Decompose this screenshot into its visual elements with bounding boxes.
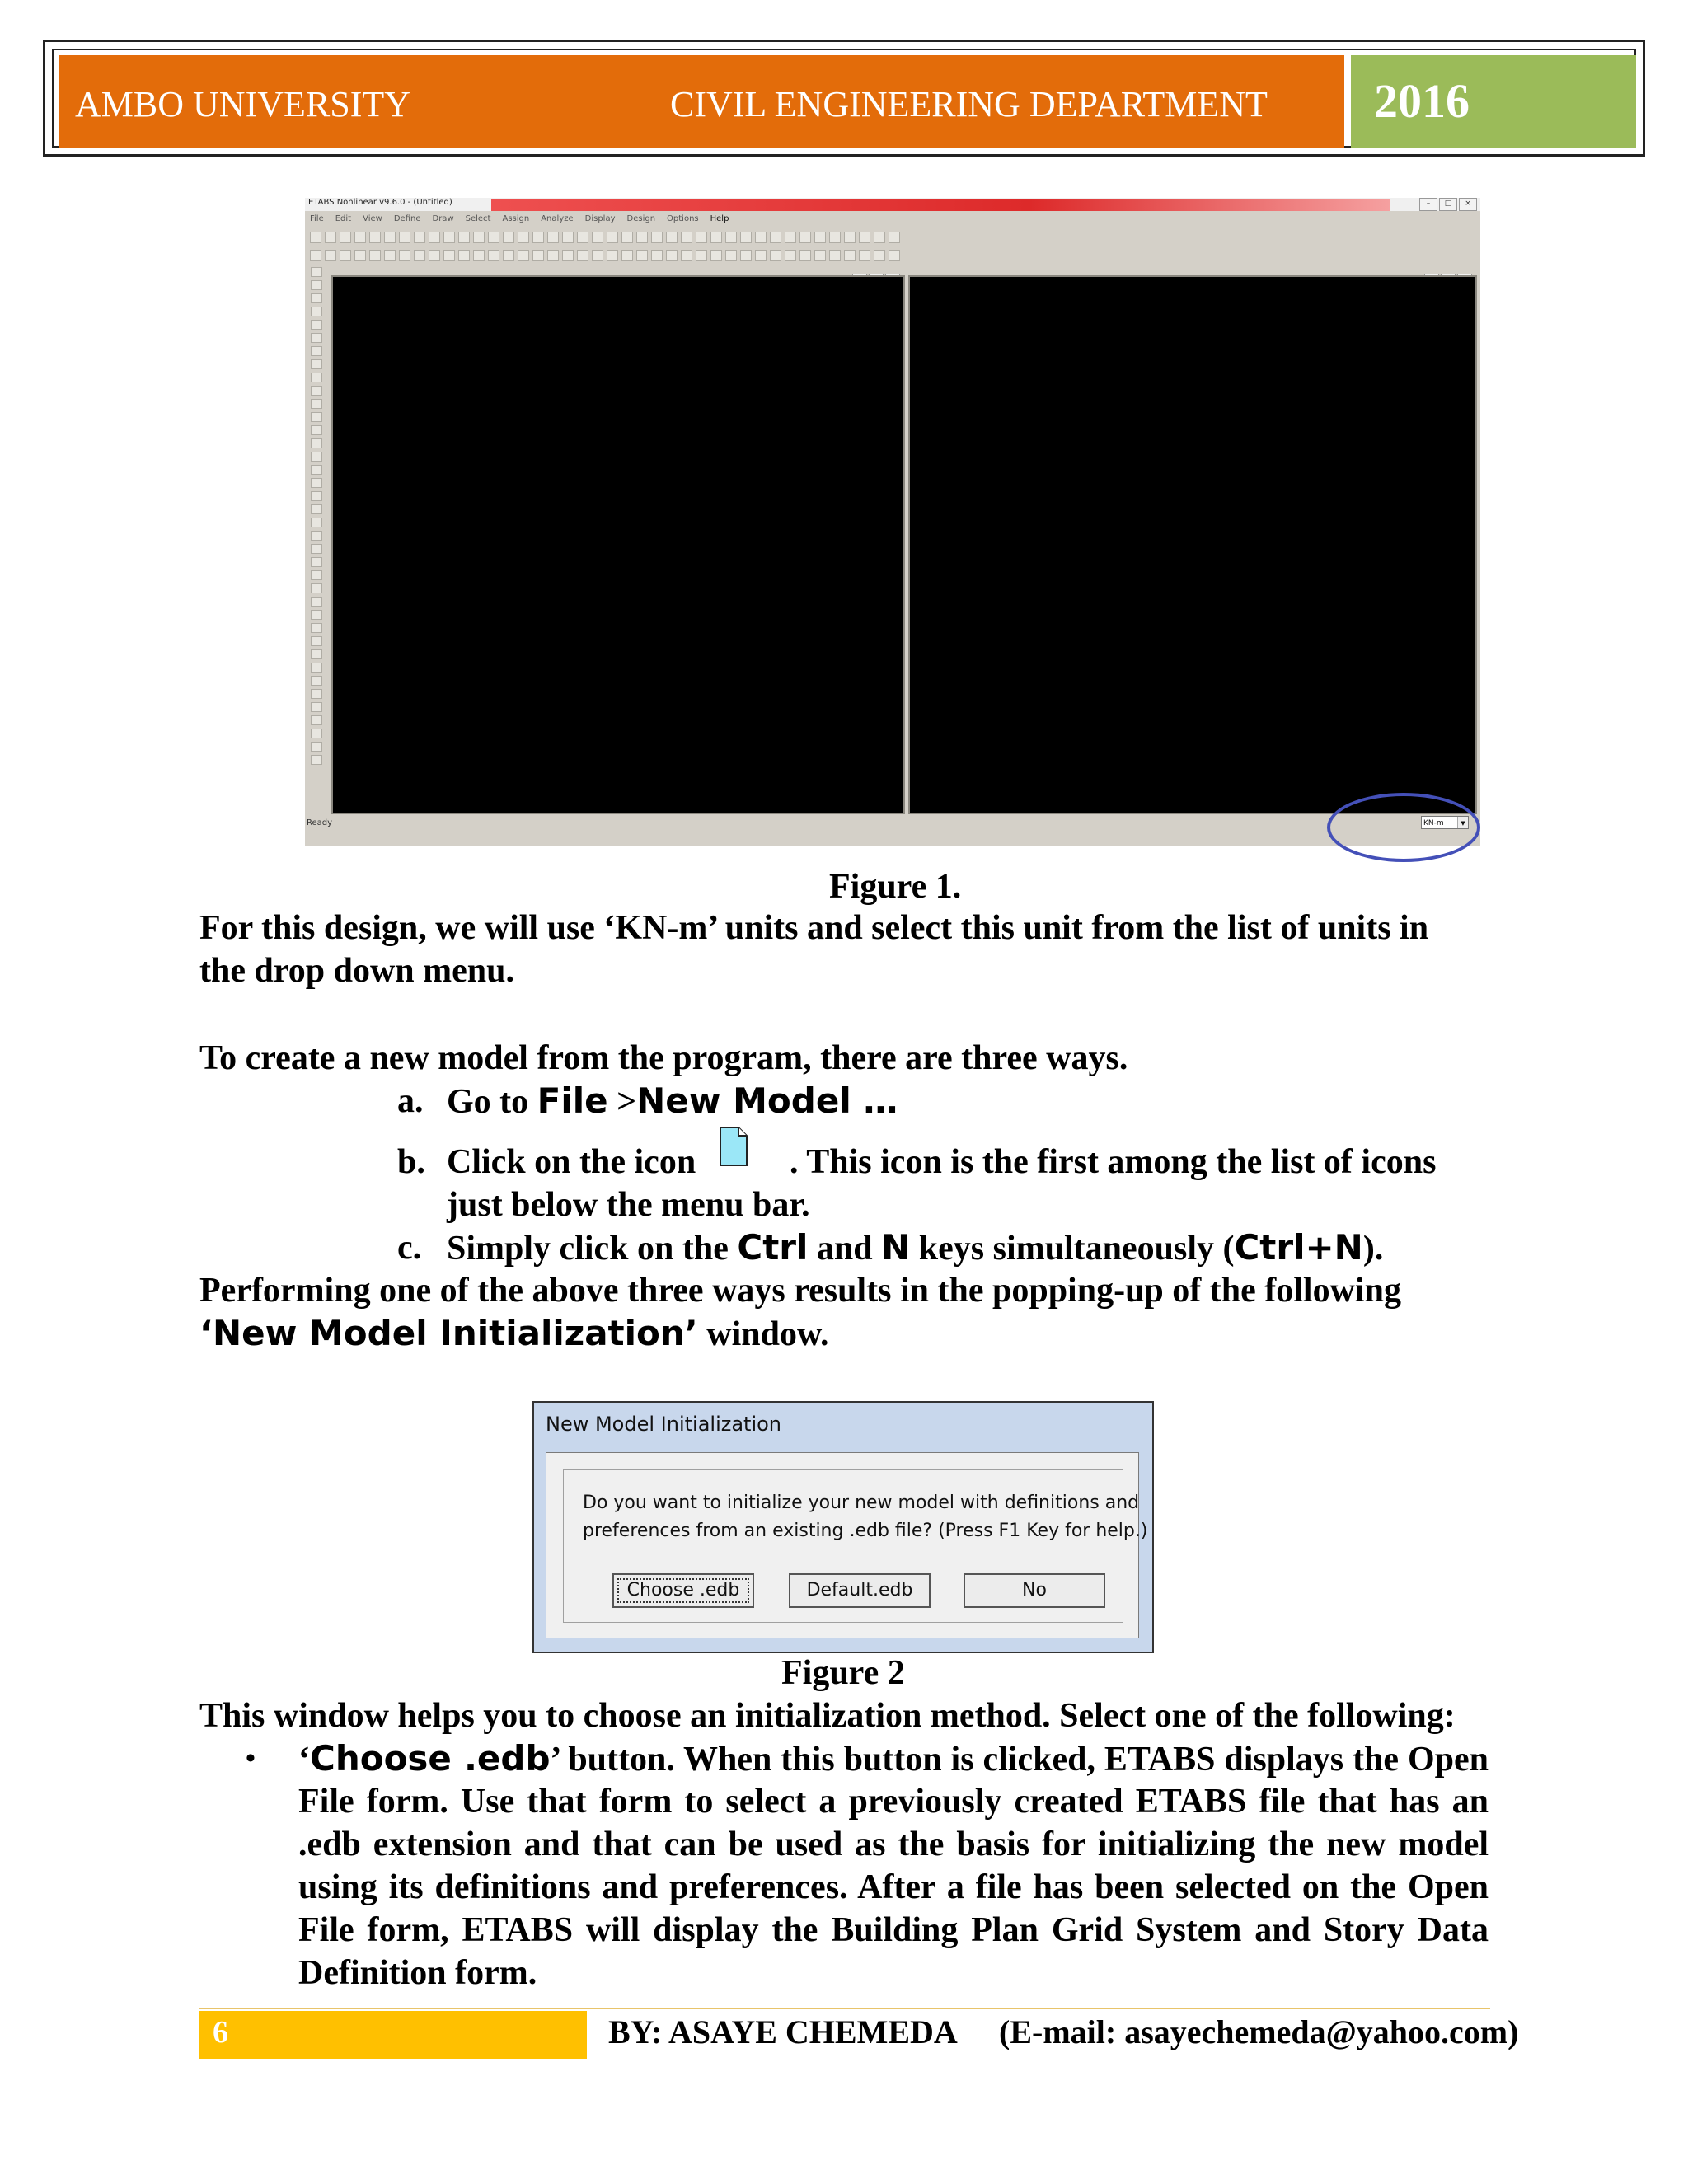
side-toolbar-icon[interactable] [311,623,322,633]
toolbar-icon[interactable] [488,232,499,243]
toolbar-icon[interactable] [829,232,841,243]
side-toolbar-icon[interactable] [311,478,322,488]
toolbar-icon[interactable] [710,232,722,243]
toolbar-icon[interactable] [785,250,796,261]
side-toolbar-icon[interactable] [311,755,322,765]
list-label-c: c. [397,1229,422,1267]
toolbar-icon[interactable] [755,250,767,261]
side-toolbar-icon[interactable] [311,412,322,422]
menu-help[interactable]: Help [710,214,729,223]
list-c-prefix: Simply click on the [447,1230,738,1268]
paragraph-units-line2: the drop down menu. [199,952,514,990]
page-header [43,40,1645,157]
toolbar-icon[interactable] [577,232,588,243]
bullet-line5: File form, ETABS will display the Building Plan Grid System and Story Data [298,1911,1489,1949]
list-label-b: b. [397,1143,425,1181]
toolbar-icon[interactable] [488,250,499,261]
list-c-and: and [808,1230,882,1268]
side-toolbar-icon[interactable] [311,518,322,527]
side-toolbar-icon[interactable] [311,557,322,567]
side-toolbar-icon[interactable] [311,399,322,409]
side-toolbar-icon[interactable] [311,293,322,303]
dialog-title: New Model Initialization [546,1413,782,1436]
menu-view[interactable]: View [363,214,382,223]
menu-draw[interactable]: Draw [432,214,454,223]
side-toolbar-icon[interactable] [311,307,322,316]
side-toolbar-icon[interactable] [311,425,322,435]
toolbar-icon[interactable] [621,250,633,261]
figure1-caption: Figure 1. [829,868,962,906]
toolbar-icon[interactable] [592,250,603,261]
no-button[interactable]: No [964,1573,1105,1608]
toolbar-icon[interactable] [577,250,588,261]
etabs-window-controls [1419,198,1477,211]
dialog-body [546,1452,1148,1638]
toolbar-icon[interactable] [562,232,574,243]
toolbar-icon[interactable] [443,232,455,243]
toolbar-icon[interactable] [829,250,841,261]
etabs-title-redbar [491,199,1390,211]
etabs-status-bar [305,818,1480,831]
toolbar-icon[interactable] [562,250,574,261]
toolbar-icon[interactable] [429,250,440,261]
toolbar-icon[interactable] [473,250,485,261]
toolbar-icon[interactable] [369,232,381,243]
default-edb-button[interactable]: Default.edb [789,1573,931,1608]
bullet-open-quote: ‘ [298,1741,310,1779]
toolbar-icon[interactable] [518,250,529,261]
toolbar-icon[interactable] [874,250,885,261]
list-item-b-prefix: Click on the icon [447,1143,696,1181]
header-year: 2016 [1374,74,1470,128]
side-toolbar-icon[interactable] [311,333,322,343]
toolbar-icon[interactable] [532,250,544,261]
toolbar-icon[interactable] [770,232,781,243]
toolbar-icon[interactable] [710,250,722,261]
footer-author: BY: ASAYE CHEMEDA [608,2013,958,2050]
toolbar-icon[interactable] [770,250,781,261]
header-orange-band [59,55,1344,148]
toolbar-icon[interactable] [384,250,396,261]
list-label-a: a. [397,1082,424,1120]
toolbar-icon[interactable] [636,232,648,243]
side-toolbar-icon[interactable] [311,715,322,725]
toolbar-icon[interactable] [621,232,633,243]
new-model-icon [717,1126,750,1167]
toolbar-icon[interactable] [518,232,529,243]
side-toolbar-icon[interactable] [311,491,322,501]
etabs-side-toolbar [307,267,326,811]
etabs-toolbar-2 [310,247,1475,264]
header-university: AMBO UNIVERSITY [75,84,410,124]
units-value: KN-m [1423,819,1444,827]
toolbar-icon[interactable] [651,250,663,261]
toolbar-icon[interactable] [636,250,648,261]
toolbar-icon[interactable] [651,232,663,243]
etabs-menu-bar [310,214,729,226]
side-toolbar-icon[interactable] [311,373,322,382]
toolbar-icon[interactable] [696,250,707,261]
list-item-b-line2: just below the menu bar. [447,1186,810,1224]
toolbar-icon[interactable] [799,232,811,243]
paragraph-popup-bold: ‘New Model Initialization’ [199,1313,698,1353]
side-toolbar-icon[interactable] [311,544,322,554]
side-toolbar-icon[interactable] [311,267,322,277]
toolbar-icon[interactable] [681,232,692,243]
paragraph-popup-end: window. [697,1315,829,1353]
paragraph-popup-line1: Performing one of the above three ways results in the popping-up of the following [199,1272,1401,1310]
paragraph-three-ways: To create a new model from the program, there are three ways. [199,1039,1128,1077]
toolbar-icon[interactable] [859,232,870,243]
side-toolbar-icon[interactable] [311,452,322,462]
toolbar-icon[interactable] [310,232,321,243]
toolbar-icon[interactable] [844,232,856,243]
etabs-toolbar-1 [310,229,1475,246]
toolbar-icon[interactable] [340,250,351,261]
toolbar-icon[interactable] [666,232,678,243]
list-a-file: File [537,1080,608,1121]
toolbar-icon[interactable] [325,250,336,261]
bullet-line2: File form. Use that form to select a previously created ETABS file that has an [298,1783,1489,1821]
footer-rule [199,2008,1490,2009]
paragraph-initialization: This window helps you to choose an initialization method. Select one of the following: [199,1697,1456,1735]
toolbar-icon[interactable] [859,250,870,261]
header-green-band [1351,55,1636,148]
dialog-message-line1: Do you want to initialize your new model with definitions and [583,1493,1140,1513]
etabs-title: ETABS Nonlinear v9.6.0 - (Untitled) [308,198,452,207]
toolbar-icon[interactable] [725,232,737,243]
toolbar-icon[interactable] [414,250,425,261]
side-toolbar-icon[interactable] [311,280,322,290]
header-department: CIVIL ENGINEERING DEPARTMENT [670,84,1268,124]
model-view-left[interactable] [331,275,905,814]
toolbar-icon[interactable] [844,250,856,261]
bullet-line1 [298,1737,1489,1781]
side-toolbar-icon[interactable] [311,438,322,448]
toolbar-icon[interactable] [814,232,826,243]
toolbar-icon[interactable] [414,232,425,243]
side-toolbar-icon[interactable] [311,610,322,620]
toolbar-icon[interactable] [666,250,678,261]
toolbar-icon[interactable] [458,232,470,243]
bullet-line1-rest: ’ button. When this button is clicked, ETABS displays the Open [550,1741,1489,1779]
list-item-b-suffix: . This icon is the first among the list of icons [790,1143,1437,1181]
paragraph-popup-line2 [199,1312,828,1356]
menu-display[interactable]: Display [584,214,616,223]
side-toolbar-icon[interactable] [311,465,322,475]
toolbar-icon[interactable] [785,232,796,243]
list-c-ctrl: Ctrl [737,1227,809,1268]
units-highlight-oval [1327,793,1480,862]
toolbar-icon[interactable] [547,232,559,243]
side-toolbar-icon[interactable] [311,702,322,712]
toolbar-icon[interactable] [354,250,366,261]
toolbar-icon[interactable] [532,232,544,243]
choose-edb-button[interactable]: Choose .edb [612,1573,754,1608]
bullet-choose-edb: Choose .edb [310,1738,551,1779]
toolbar-icon[interactable] [458,250,470,261]
toolbar-icon[interactable] [310,250,321,261]
list-a-prefix: Go to [447,1083,537,1121]
list-item-c [447,1226,1383,1270]
side-toolbar-icon[interactable] [311,649,322,659]
side-toolbar-icon[interactable] [311,320,322,330]
menu-select[interactable]: Select [465,214,491,223]
dialog-message-line2: preferences from an existing .edb file? (Press F1 Key for help.) [583,1521,1148,1541]
list-item-a [447,1080,898,1123]
minimize-icon[interactable]: – [1419,198,1437,211]
bullet-line6: Definition form. [298,1954,537,1992]
toolbar-icon[interactable] [592,232,603,243]
side-toolbar-icon[interactable] [311,729,322,738]
toolbar-icon[interactable] [889,232,900,243]
toolbar-icon[interactable] [874,232,885,243]
side-toolbar-icon[interactable] [311,663,322,673]
toolbar-icon[interactable] [473,232,485,243]
side-toolbar-icon[interactable] [311,504,322,514]
toolbar-icon[interactable] [799,250,811,261]
side-toolbar-icon[interactable] [311,583,322,593]
menu-options[interactable]: Options [667,214,699,223]
toolbar-icon[interactable] [607,250,618,261]
menu-file[interactable]: File [310,214,324,223]
side-toolbar-icon[interactable] [311,597,322,607]
side-toolbar-icon[interactable] [311,531,322,541]
menu-analyze[interactable]: Analyze [541,214,574,223]
menu-assign[interactable]: Assign [502,214,530,223]
new-model-dialog [532,1401,1154,1653]
side-toolbar-icon[interactable] [311,742,322,752]
bullet-line4: using its definitions and preferences. After a file has been selected on the Open [298,1868,1489,1906]
list-c-combo: Ctrl+N [1234,1227,1363,1268]
footer-email: (E-mail: asayechemeda@yahoo.com) [999,2013,1519,2050]
side-toolbar-icon[interactable] [311,346,322,356]
toolbar-icon[interactable] [354,232,366,243]
menu-design[interactable]: Design [626,214,656,223]
header-frame [52,49,1636,148]
footer-page-box [199,2011,587,2059]
toolbar-icon[interactable] [740,232,752,243]
menu-edit[interactable]: Edit [335,214,352,223]
toolbar-icon[interactable] [696,232,707,243]
bullet-line3: .edb extension and that can be used as the basis for initializing the new model [298,1825,1489,1863]
side-toolbar-icon[interactable] [311,676,322,686]
toolbar-icon[interactable] [384,232,396,243]
toolbar-icon[interactable] [503,250,514,261]
toolbar-icon[interactable] [681,250,692,261]
side-toolbar-icon[interactable] [311,359,322,369]
toolbar-icon[interactable] [814,250,826,261]
toolbar-icon[interactable] [340,232,351,243]
etabs-title-bar [305,198,1480,211]
side-toolbar-icon[interactable] [311,570,322,580]
toolbar-icon[interactable] [399,250,410,261]
side-toolbar-icon[interactable] [311,689,322,699]
toolbar-icon[interactable] [607,232,618,243]
page-number: 6 [213,2015,228,2050]
list-a-new-model: New Model … [636,1080,898,1121]
menu-define[interactable]: Define [393,214,421,223]
list-c-mid: keys simultaneously ( [910,1230,1235,1268]
maximize-icon[interactable]: □ [1439,198,1457,211]
paragraph-units-line1: For this design, we will use ‘KN-m’ units and select this unit from the list of units in [199,909,1429,947]
toolbar-icon[interactable] [740,250,752,261]
chevron-down-icon[interactable]: ▼ [1457,817,1468,828]
figure2-caption: Figure 2 [781,1654,905,1692]
status-text: Ready [307,818,333,827]
toolbar-icon[interactable] [725,250,737,261]
model-view-right[interactable] [908,275,1477,814]
etabs-screenshot [305,198,1480,846]
toolbar-icon[interactable] [547,250,559,261]
toolbar-icon[interactable] [443,250,455,261]
toolbar-icon[interactable] [325,232,336,243]
list-c-n: N [881,1227,911,1268]
toolbar-icon[interactable] [399,232,410,243]
side-toolbar-icon[interactable] [311,386,322,396]
toolbar-icon[interactable] [429,232,440,243]
list-c-end: ). [1362,1230,1384,1268]
bullet-icon: • [246,1743,256,1774]
close-icon[interactable]: × [1459,198,1477,211]
side-toolbar-icon[interactable] [311,636,322,646]
toolbar-icon[interactable] [503,232,514,243]
toolbar-icon[interactable] [889,250,900,261]
list-a-sep: > [607,1083,637,1121]
toolbar-icon[interactable] [755,232,767,243]
toolbar-icon[interactable] [369,250,381,261]
